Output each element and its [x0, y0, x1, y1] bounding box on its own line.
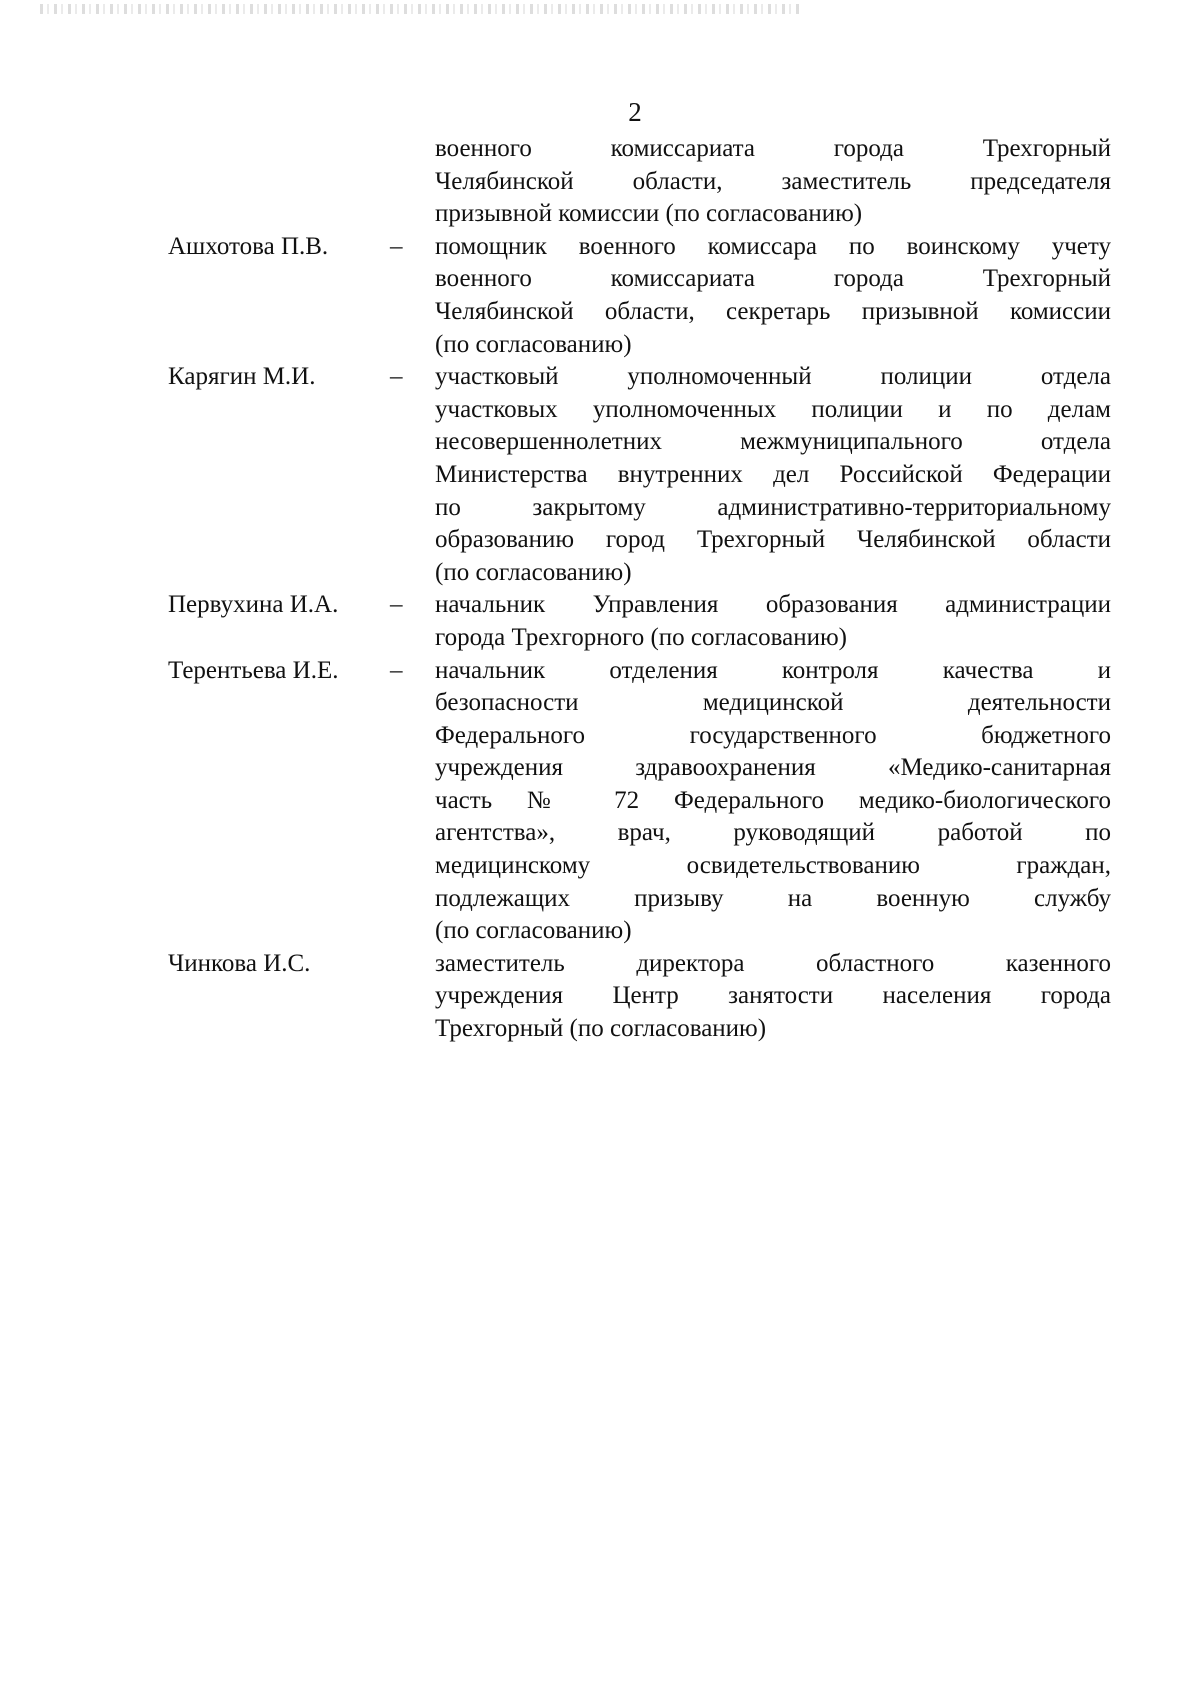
member-entry [168, 361, 1118, 589]
position-line: Министерства внутренних дел Российской Федерации [435, 460, 1111, 488]
position-line: города Трехгорного (по согласованию) [435, 623, 847, 651]
member-position [435, 361, 1111, 589]
position-line: учреждения Центр занятости населения города [435, 982, 1111, 1010]
position-line: помощник военного комиссара по воинскому учету [435, 232, 1111, 260]
position-line: Трехгорный (по согласованию) [435, 1015, 767, 1043]
member-position [435, 133, 1111, 231]
member-name: Чинкова И.С. [168, 949, 311, 977]
commission-member-list [168, 133, 1118, 1046]
member-entry [168, 133, 1118, 231]
member-position [435, 948, 1111, 1046]
member-name: Ашхотова П.В. [168, 232, 329, 260]
position-line: Челябинской области, секретарь призывной комиссии [435, 297, 1111, 325]
dash-separator: – [390, 232, 403, 260]
dash-separator: – [390, 591, 403, 619]
position-line: военного комиссариата города Трехгорный [435, 265, 1111, 293]
position-line: (по согласованию) [435, 917, 632, 945]
position-line: Челябинской области, заместитель председателя [435, 167, 1111, 195]
position-line: медицинскому освидетельствованию граждан, [435, 852, 1111, 880]
position-line: заместитель директора областного казенного [435, 949, 1111, 977]
scan-artifact [40, 4, 800, 14]
member-entry [168, 948, 1118, 1046]
member-position [435, 589, 1111, 654]
member-entry [168, 589, 1118, 654]
member-name: Первухина И.А. [168, 591, 339, 619]
position-line: безопасности медицинской деятельности [435, 689, 1111, 717]
position-line: по закрытому административно-территориальному [435, 493, 1111, 521]
position-line: Федерального государственного бюджетного [435, 721, 1111, 749]
member-position [435, 231, 1111, 361]
position-line: (по согласованию) [435, 558, 632, 586]
position-line: часть № 72 Федерального медико-биологического [435, 786, 1111, 814]
page-number: 2 [628, 97, 642, 127]
dash-separator: – [390, 363, 403, 391]
member-entry [168, 231, 1118, 361]
position-line: участковых уполномоченных полиции и по делам [435, 395, 1111, 423]
position-line: образованию город Трехгорный Челябинской области [435, 526, 1111, 554]
member-position [435, 655, 1111, 948]
position-line: начальник отделения контроля качества и [435, 656, 1111, 684]
position-line: военного комиссариата города Трехгорный [435, 135, 1111, 162]
member-name: Терентьева И.Е. [168, 656, 339, 684]
position-line: участковый уполномоченный полиции отдела [435, 363, 1111, 391]
position-line: несовершеннолетних межмуниципального отдела [435, 428, 1111, 456]
member-entry [168, 655, 1118, 948]
position-line: призывной комиссии (по согласованию) [435, 200, 863, 228]
position-line: начальник Управления образования администрации [435, 591, 1111, 619]
position-line: (по согласованию) [435, 330, 632, 358]
position-line: подлежащих призыву на военную службу [435, 884, 1111, 912]
position-line: агентства», врач, руководящий работой по [435, 819, 1111, 847]
position-line: учреждения здравоохранения «Медико-санитарная [435, 754, 1111, 782]
member-name: Карягин М.И. [168, 363, 316, 391]
dash-separator: – [390, 656, 403, 684]
